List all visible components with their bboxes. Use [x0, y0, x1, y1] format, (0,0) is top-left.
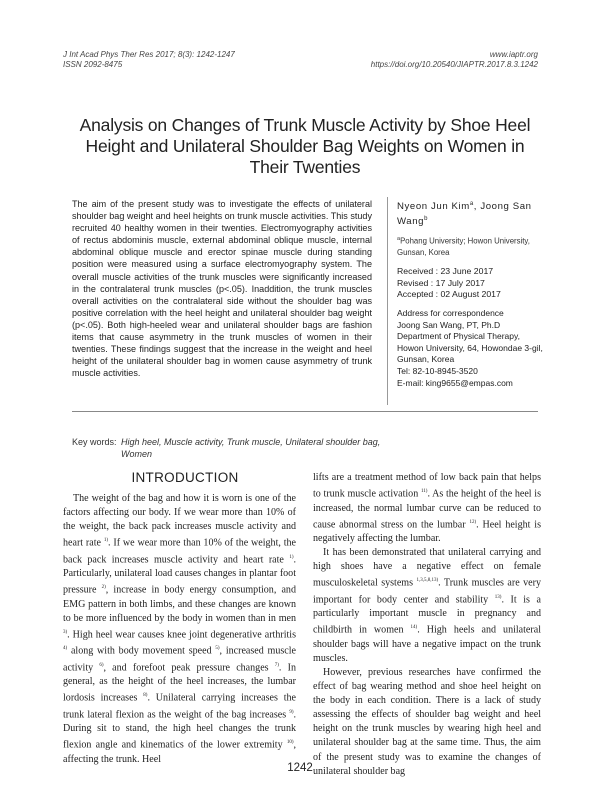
author-affiliation — [397, 234, 543, 258]
issn: ISSN 2092-8475 — [63, 60, 123, 69]
abstract-text: The aim of the present study was to investigate the effects of unilateral shoulder bag weight and heel heights on trunk muscle activities. This study recruited 40 healthy women in their twenties. Electromyography activities of rectus abdominis muscle, external abdominal oblique muscle, internal abdominal oblique muscle and erector spinae muscle during standing position were measured using a surface electromyography system. The overall muscle activities of the trunk muscles were significantly increased in the contralateral trunk muscles (p<.05). Inaddition, the trunk muscles overall activities on the contralateral side without the shoulder bag was positive correlation with the heel height and unilateral shoulder bag weight (p<.05). Both high-heeled wear and unilateral shoulder bags are fashion items that cause asymmetry in the trunk muscles of women in their twenties. These findings suggest that the increase in the weight and heel height of the unilateral shoulder bag in women cause asymmetry of trunk muscle activities. — [72, 199, 372, 379]
correspondence-name: Joong San Wang, PT, Ph.D — [397, 319, 501, 330]
correspondence-email[interactable]: E-mail: king9655@empas.com — [397, 377, 513, 388]
paragraph: The weight of the bag and how it is worn is one of the factors affecting our body. If we wear more than 10% of the weight, the back pack increases muscle activity and heart rate $^{1)}$. If we wear more than 10% of the weight, the back pack increases muscle activity and heart rate $^{1)}$. Particularly, unilateral load causes changes in plantar foot pressure $^{2)}$, increase in body energy consumption, and EMG pattern in both limbs, and these changes are known to be more influenced by the body in women than in men $^{3)}$. High heel wear causes knee joint degenerative arthritis $^{4)}$ along with body movement speed $^{5)}$, increased muscle activity $^{6)}$, and forefoot peak pressure changes $^{7)}$. In general, as the height of the heel increases, the lumbar lordosis increases $^{8)}$. Unilateral carrying increases the trunk lateral flexion as the weight of the bag increases $^{9)}$. During sit to stand, the high heel changes the trunk flexion angle and kinematics of the lower extremity $^{10)}$, affecting the trunk. Heel — [63, 493, 296, 765]
author-2: , Joong San Wang — [397, 201, 532, 228]
aff-sup: a — [397, 236, 401, 242]
affiliation-text: Pohang University; Howon University, Gunsan, Korea — [397, 236, 530, 257]
paper-title: Analysis on Changes of Trunk Muscle Activity by Shoe Heel Height and Unilateral Shoulder Bag Weights on Women in Their Twenties — [79, 115, 531, 177]
doi-link[interactable]: https://doi.org/10.20540/JIAPTR.2017.8.3.1242 — [370, 60, 538, 69]
page-number: 1242 — [287, 762, 313, 774]
abstract-divider — [72, 411, 538, 412]
revised-date: Revised : 17 July 2017 — [397, 277, 485, 288]
paragraph: It has been demonstrated that unilateral carrying and high shoes have a negative effect on female musculoskeletal systems $^{1,3,5,8,13)}$. Trunk muscles are very important for body center and stability $^{13)}$. It is a particularly important muscle in pregnancy and childbirth in women $^{14)}$. High heels and unilateral shoulder bags will have a negative impact on the trunk muscles. — [313, 547, 541, 664]
paragraph: lifts are a treatment method of low back pain that helps to trunk muscle activation $^{11)}$. As the height of the heel is increased, the normal lumbar curve can be reduced to cause abnormal stress on the lumbar $^{12)}$. Heel height is negatively affecting the lumbar. — [313, 472, 542, 545]
keywords-label: Key words: — [72, 437, 117, 447]
author-2-sup: b — [424, 216, 429, 223]
journal-header-left — [63, 50, 235, 70]
article-dates — [397, 266, 543, 301]
paragraph: However, previous researches have confirmed the effect of bag wearing method and shoe heel height on the body in each condition. There is a lack of study assessing the effects of shoulder bag weight and heel height on the trunk muscles by wearing high heel and unilateral shoulder bag at the same time. Thus, the aim of the present study was to examine the changes of unilateral shoulder bag — [313, 666, 541, 777]
keywords-text: High heel, Muscle activity, Trunk muscle, Unilateral shoulder bag, Women — [121, 437, 381, 459]
journal-citation: J Int Acad Phys Ther Res 2017; 8(3): 1242-1247 — [63, 50, 235, 59]
received-date: Received : 23 June 2017 — [397, 266, 494, 276]
body-column-right — [313, 471, 541, 779]
author-1-sup: a — [469, 201, 474, 207]
correspondence-label: Address for correspondence — [397, 308, 504, 318]
correspondence-block — [397, 308, 543, 389]
correspondence-tel: Tel: 82-10-8945-3520 — [397, 365, 478, 376]
journal-header-right — [371, 50, 538, 70]
correspondence-dept: Department of Physical Therapy, Howon University, 64, Howondae 3-gil, Gunsan, Korea — [397, 331, 543, 365]
website-link[interactable]: www.iaptr.org — [489, 50, 538, 59]
author-1: Nyeon Jun Kim — [397, 201, 470, 213]
accepted-date: Accepted : 02 August 2017 — [397, 289, 501, 300]
author-names — [397, 198, 543, 228]
section-heading-introduction: INTRODUCTION — [131, 470, 239, 485]
column-divider — [387, 197, 388, 405]
body-column-left — [63, 492, 296, 767]
